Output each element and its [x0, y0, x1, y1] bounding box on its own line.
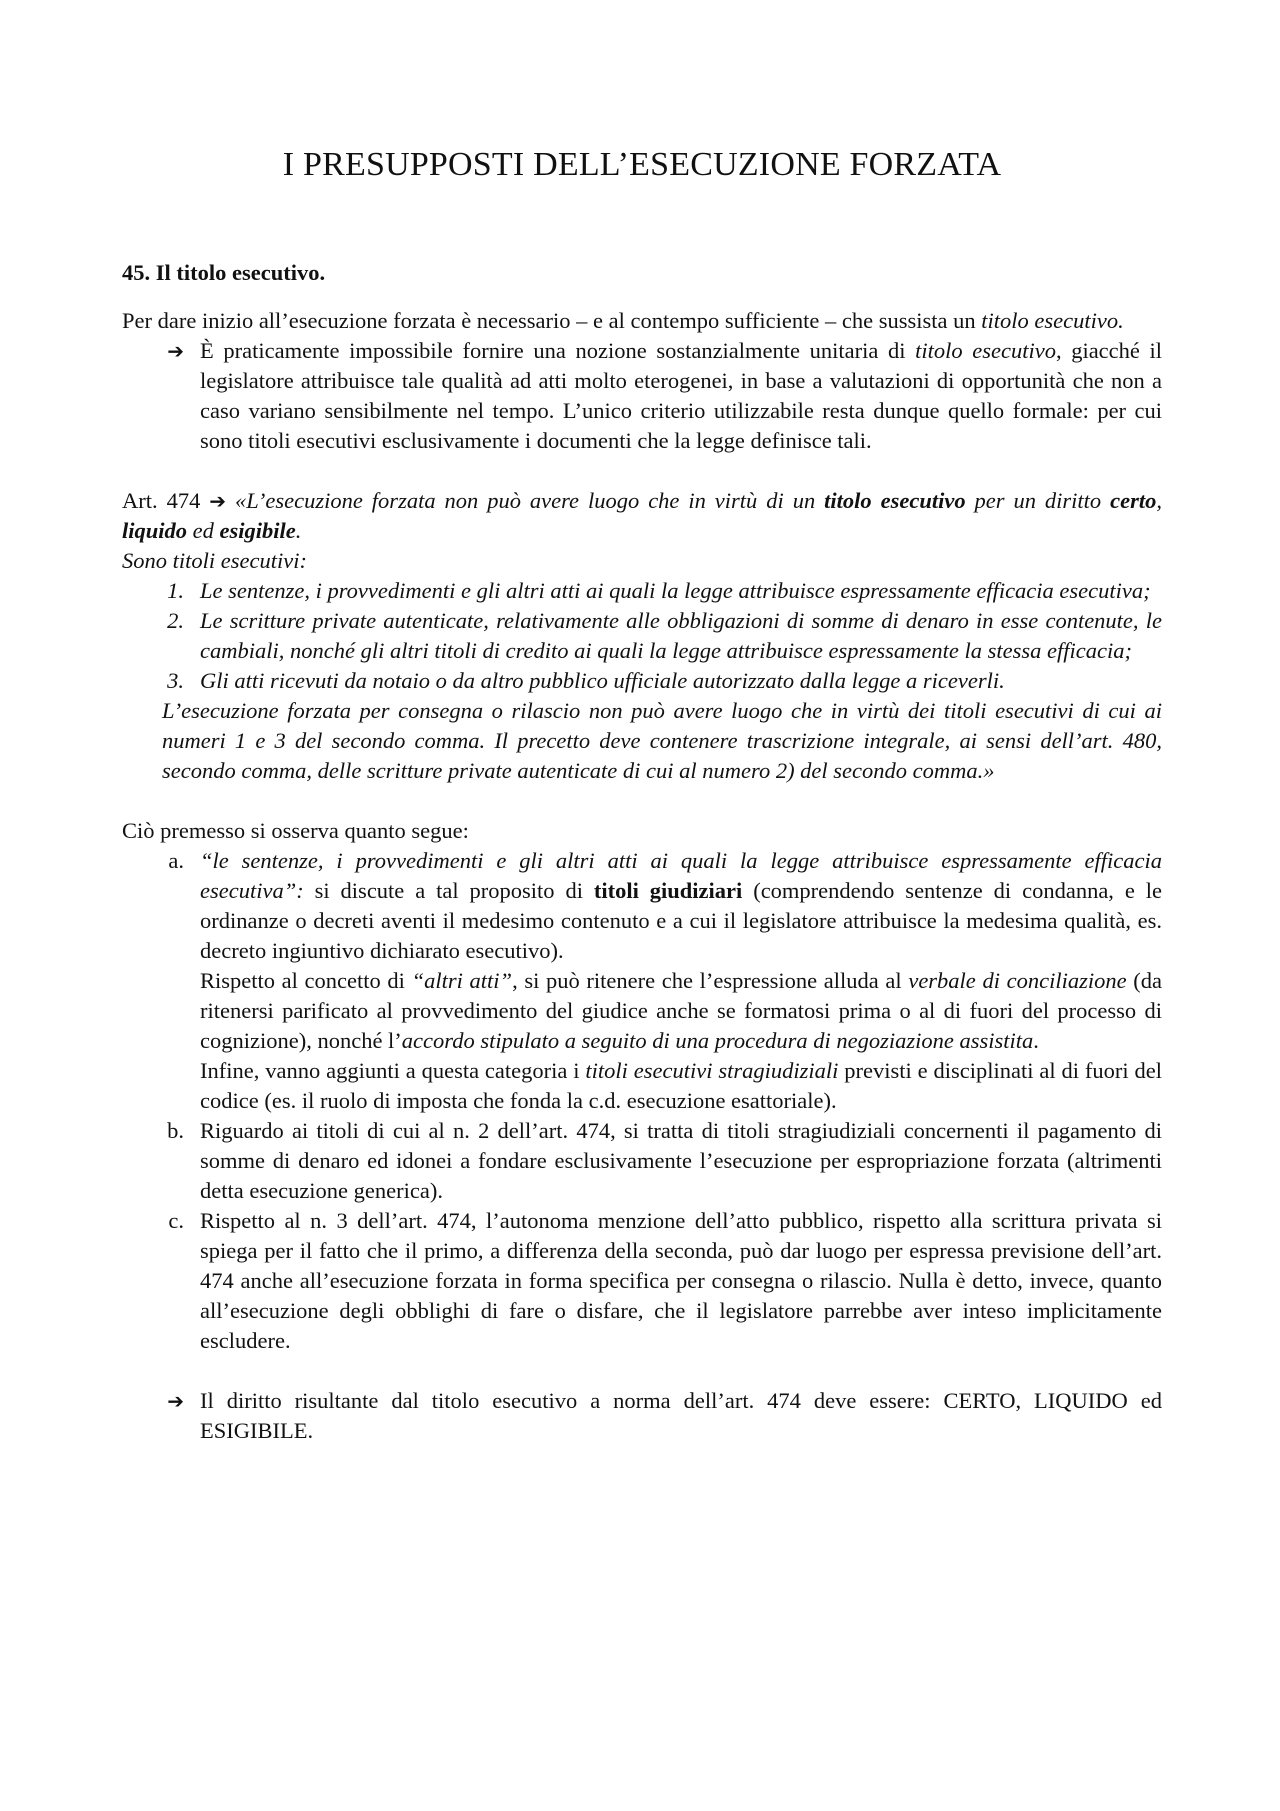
art474-list-intro: Sono titoli esecutivi: [122, 548, 307, 573]
art474-list-item [122, 666, 1162, 696]
art474-list-item [122, 576, 1162, 606]
point-a-text: (da ritenersi parificato al provvedimento del giudice anche se formatosi prima o al di fuori del processo di cognizione), nonché l’ [200, 968, 1162, 1053]
list-marker: c. [168, 1208, 184, 1233]
point-a-quote: “le sentenze, i provvedimenti e gli altri atti ai quali la legge attribuisce espressamente efficacia esecutiva”: [200, 848, 1162, 903]
point-a-text: (comprendendo sentenze di condanna, e le ordinanze o decreti aventi il medesimo contenuto e a cui il legislatore attribuisce la medesima qualità, es. decreto ingiuntivo dichiarato esecutivo). [200, 878, 1162, 963]
list-marker: 3. [167, 668, 184, 693]
note-italic-part: titolo esecutivo [915, 338, 1056, 363]
point-a-italic: verbale di conciliazione [908, 968, 1127, 993]
intro-italic-text: titolo esecutivo. [981, 308, 1124, 333]
intro-text: Per dare inizio all’esecuzione forzata è necessario – e al contempo sufficiente – che sussista un [122, 308, 982, 333]
art474-quote-part: ed [187, 518, 220, 543]
note-diritto [122, 1386, 1162, 1446]
spacer [122, 456, 1162, 486]
note-titolo-esecutivo [122, 336, 1162, 456]
list-marker: b. [167, 1118, 184, 1143]
point-a-para [200, 846, 1162, 966]
point-a-para [200, 1056, 1162, 1116]
art474-bold-part: certo [1110, 488, 1157, 513]
point-a-italic: accordo stipulato a seguito di una procedura di negoziazione assistita [401, 1028, 1034, 1053]
art474-label: Art. 474 [122, 488, 210, 513]
art474-bold-part: liquido [122, 518, 188, 543]
point-a-text: . [1033, 1028, 1039, 1053]
art474-quote-part: per un diritto [965, 488, 1111, 513]
point-a-text: previsti e disciplinati al di fuori del codice (es. il ruolo di imposta che fonda la c.d. esecuzione esattoriale). [200, 1058, 1162, 1113]
arrow-right-icon: ➔ [167, 339, 184, 363]
list-marker: 2. [167, 608, 184, 633]
arrow-right-icon: ➔ [167, 1389, 184, 1413]
art474-quote-part: , [1156, 488, 1162, 513]
point-a-body [200, 846, 1162, 1116]
premise-line: Ciò premesso si osserva quanto segue: [122, 818, 469, 843]
point-a-text: Rispetto al concetto di [200, 968, 412, 993]
art474-closing: L’esecuzione forzata per consegna o rilascio non può avere luogo che in virtù dei titoli esecutivi di cui ai numeri 1 e 3 del secondo comma. Il precetto deve contenere trascrizione integrale, ai sensi dell’art. 480, secondo comma, delle scritture private autenticate di cui al numero 2) del secondo comma.» [162, 698, 1162, 783]
note-text-part: È praticamente impossibile fornire una nozione sostanzialmente unitaria di [200, 338, 916, 363]
art474-quote-part: «L’esecuzione forzata non può avere luogo che in virtù di un [226, 488, 825, 513]
list-item-text: Le sentenze, i provvedimenti e gli altri atti ai quali la legge attribuisce espressamente efficacia esecutiva; [200, 578, 1151, 603]
intro-paragraph [122, 306, 1162, 336]
spacer [122, 1356, 1162, 1386]
point-a-text: , si può ritenere che l’espressione alluda al [512, 968, 909, 993]
arrow-right-icon: ➔ [209, 489, 227, 513]
list-item-text: Le scritture private autenticate, relativamente alle obbligazioni di somme di denaro in esse contenute, le cambiali, nonché gli altri titoli di credito ai quali la legge attribuisce espressamente la stessa efficacia; [200, 608, 1162, 663]
point-c-text: Rispetto al n. 3 dell’art. 474, l’autonoma menzione dell’atto pubblico, rispetto alla scrittura privata si spiega per il fatto che il primo, a differenza della seconda, può dar luogo per espressa previsione dell’art. 474 anche all’esecuzione forzata in forma specifica per consegna o rilascio. Nulla è detto, invece, quanto all’esecuzione degli obblighi di fare o disfare, che il legislatore parrebbe aver inteso implicitamente escludere. [200, 1208, 1162, 1353]
point-b [122, 1116, 1162, 1206]
art474-opening [122, 486, 1162, 546]
art474-quote-part: . [295, 518, 302, 543]
list-item-text: Gli atti ricevuti da notaio o da altro pubblico ufficiale autorizzato dalla legge a riceverli. [200, 668, 1005, 693]
point-a-bold: titoli giudiziari [593, 878, 743, 903]
list-marker: 1. [167, 578, 184, 603]
note-text-part: , giacché il legislatore attribuisce tale qualità ad atti molto eterogenei, in base a valutazioni di opportunità che non a caso variano sensibilmente nel tempo. L’unico criterio utilizzabile resta dunque quello formale: per cui sono titoli esecutivi esclusivamente i documenti che la legge definisce tali. [200, 338, 1163, 453]
point-a [122, 846, 1162, 1116]
spacer [122, 786, 1162, 816]
art474-bold-part: esigibile [219, 518, 296, 543]
point-c [122, 1206, 1162, 1356]
note-diritto-text: Il diritto risultante dal titolo esecutivo a norma dell’art. 474 deve essere: CERTO, LIQUIDO ed ESIGIBILE. [200, 1388, 1162, 1443]
point-a-text: si discute a tal proposito di [303, 878, 594, 903]
point-b-text: Riguardo ai titoli di cui al n. 2 dell’art. 474, si tratta di titoli stragiudiziali concernenti il pagamento di somme di denaro ed idonei a fondare esclusivamente l’esecuzione per espropriazione forzata (altrimenti detta esecuzione generica). [200, 1118, 1162, 1203]
point-a-italic: titoli esecutivi stragiudiziali [585, 1058, 839, 1083]
note-text [200, 336, 1162, 456]
section-heading: 45. Il titolo esecutivo. [122, 260, 326, 285]
point-a-text: Infine, vanno aggiunti a questa categoria i [200, 1058, 586, 1083]
point-a-italic: “altri atti” [411, 968, 513, 993]
art474-list-item [122, 606, 1162, 666]
point-a-para [200, 966, 1162, 1056]
art474-bold-part: titolo esecutivo [824, 488, 966, 513]
list-marker: a. [168, 848, 184, 873]
document-title: I PRESUPPOSTI DELL’ESECUZIONE FORZATA [282, 146, 1002, 183]
